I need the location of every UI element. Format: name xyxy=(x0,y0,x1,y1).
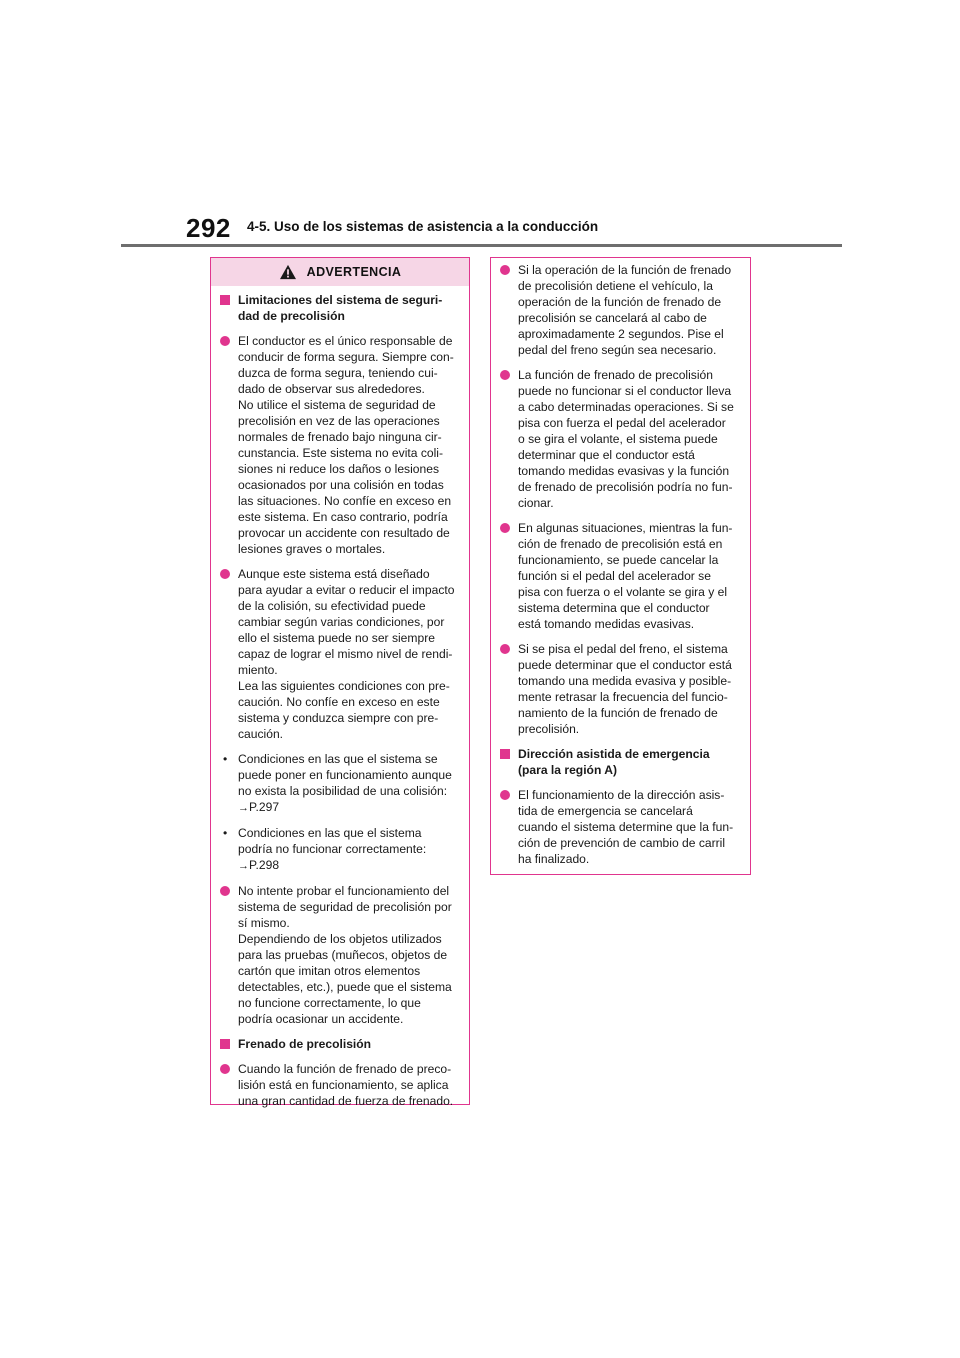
warning-title: ADVERTENCIA xyxy=(306,265,402,279)
warning-header xyxy=(211,258,469,286)
list-item-text: Si se pisa el pedal del freno, el sistema puede determinar que el conductor está tomando una medida evasiva y posible- mente retrasar la frecuencia del funcio- namiento de la función de frenado de precolisión. xyxy=(518,642,732,736)
chapter-title: 4-5. Uso de los sistemas de asistencia a la conducción xyxy=(247,219,599,234)
square-bullet-icon xyxy=(500,749,510,759)
square-bullet-icon xyxy=(220,295,230,305)
list-item xyxy=(220,566,461,742)
heading-text: Dirección asistida de emergencia (para la región A) xyxy=(518,747,710,777)
list-item xyxy=(500,641,742,737)
list-item-text: En algunas situaciones, mientras la fun- ción de frenado de precolisión está en funcionamiento, se puede cancelar la función si el pedal del acelerador se pisa con fuerza o el volante se gira y el sistema determina que el conductor está tomando medidas evasivas. xyxy=(518,521,733,631)
warning-box-continued xyxy=(490,257,751,875)
list-item xyxy=(500,787,742,867)
sub-text: Condiciones en las que el sistema se puede poner en funcionamiento aunque no exista la posibilidad de una colisión: xyxy=(238,752,452,798)
warning-content-right xyxy=(491,258,750,867)
sub-list-item-text xyxy=(238,751,461,816)
section-heading-limitations xyxy=(220,292,461,324)
list-item xyxy=(500,367,742,511)
square-bullet-icon xyxy=(220,1039,230,1049)
dot-bullet-icon xyxy=(220,886,230,896)
list-item xyxy=(500,520,742,632)
header-rule xyxy=(121,244,842,247)
list-item xyxy=(220,333,461,557)
page-reference-link[interactable]: P.298 xyxy=(249,858,280,872)
list-item-text: Si la operación de la función de frenado de precolisión detiene el vehículo, la operación de la función de frenado de precolisión se cancelará al cabo de aproximadamente 2 segundos. Pise el pedal del freno según sea necesario. xyxy=(518,263,732,357)
dot-bullet-icon xyxy=(500,265,510,275)
heading-text: Limitaciones del sistema de seguri- dad de precolisión xyxy=(238,293,443,323)
list-item-text: La función de frenado de precolisión puede no funcionar si el conductor lleva a cabo determinadas operaciones. Si se pisa con fuerza el pedal del acelerador o se gira el volante, el sistema puede determinar que el conductor está tomando medidas evasivas y la función de frenado de precolisión podría no fun- cionar. xyxy=(518,368,734,510)
list-item xyxy=(220,883,461,1027)
dot-bullet-icon xyxy=(500,644,510,654)
page-reference-link[interactable]: P.297 xyxy=(249,800,280,814)
dot-bullet-icon xyxy=(220,1064,230,1074)
list-item-text: Aunque este sistema está diseñado para ayudar a evitar o reducir el impacto de la colisión, su efectividad puede cambiar según varias condiciones, por ello el sistema puede no ser siempre capaz de lograr el mismo nivel de rendi- miento. Lea las siguientes condiciones con pre- caución. No confíe en exceso en este sistema y conduzca siempre con pre- caución. xyxy=(238,567,455,741)
page-number: 292 xyxy=(186,213,231,243)
warning-triangle-icon xyxy=(279,264,297,280)
warning-content-left xyxy=(211,286,469,1109)
list-item-text: El conductor es el único responsable de conducir de forma segura. Siempre con- duzca de forma segura, teniendo cui- dado de observar sus alrededores. No utilice el sistema de seguridad de precolisión en vez de las operaciones normales de frenado bajo ninguna cir- cunstancia. Este sistema no evita coli- siones ni reduce los daños o lesiones ocasionados por una colisión en todas las situaciones. No confíe en exceso en este sistema. En caso contrario, podría provocar un accidente con resultado de lesiones graves o mortales. xyxy=(238,334,454,556)
sub-bullet: • xyxy=(223,752,228,766)
sub-list-item xyxy=(223,825,461,874)
dot-bullet-icon xyxy=(220,569,230,579)
list-item xyxy=(500,262,742,358)
list-item-text: No intente probar el funcionamiento del sistema de seguridad de precolisión por sí mismo. Dependiendo de los objetos utilizados para las pruebas (muñecos, objetos de cartón que imitan otros elementos detectables, etc.), puede que el sistema no funcione correctamente, lo que podría ocasionar un accidente. xyxy=(238,884,452,1026)
arrow-right-icon: → xyxy=(238,802,249,814)
dot-bullet-icon xyxy=(220,336,230,346)
warning-box xyxy=(210,257,470,1108)
arrow-right-icon: → xyxy=(238,860,249,872)
dot-bullet-icon xyxy=(500,790,510,800)
sub-list-item xyxy=(223,751,461,816)
heading-text: Frenado de precolisión xyxy=(238,1037,372,1051)
dot-bullet-icon xyxy=(500,523,510,533)
sub-list-item-text xyxy=(238,825,461,874)
list-item xyxy=(220,1061,461,1109)
sub-text: Condiciones en las que el sistema podría no funcionar correctamente: xyxy=(238,826,427,856)
section-heading-emergency-steering xyxy=(500,746,742,778)
list-item-text: Cuando la función de frenado de preco- lisión está en funcionamiento, se aplica una gran cantidad de fuerza de frenado. xyxy=(238,1062,454,1108)
list-item-text: El funcionamiento de la dirección asis- tida de emergencia se cancelará cuando el sistema determine que la fun- ción de prevención de cambio de carril ha finalizado. xyxy=(518,788,734,866)
dot-bullet-icon xyxy=(500,370,510,380)
section-heading-precollision-braking xyxy=(220,1036,461,1052)
sub-bullet: • xyxy=(223,826,228,840)
